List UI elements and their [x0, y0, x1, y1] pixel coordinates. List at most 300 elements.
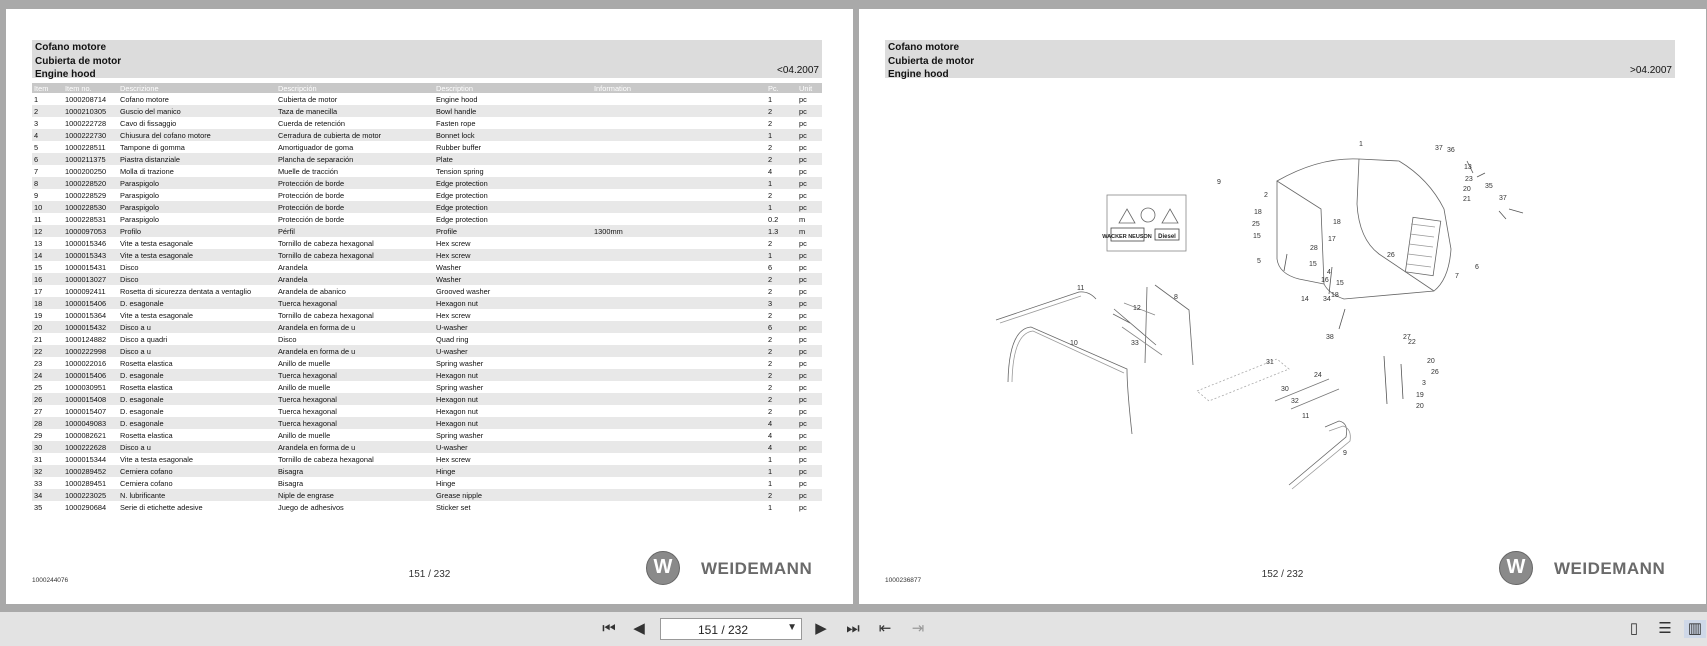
table-cell: Hex screw — [436, 238, 471, 248]
table-cell — [592, 477, 766, 489]
table-cell: Tuerca hexagonal — [276, 417, 434, 429]
table-cell: 2 — [766, 105, 797, 117]
table-cell: pc — [797, 249, 822, 261]
table-cell: Paraspigolo — [118, 201, 276, 213]
table-cell: Anillo de muelle — [278, 358, 331, 368]
table-cell: 1000015406 — [63, 369, 118, 381]
table-cell: pc — [799, 166, 807, 176]
table-cell: Bisagra — [278, 478, 304, 488]
table-row — [32, 165, 822, 177]
callout-label: 33 — [1131, 340, 1139, 347]
table-cell — [592, 129, 766, 141]
callout-label: 37 — [1499, 195, 1507, 202]
column-header: Item — [32, 83, 63, 93]
table-cell: Tuerca hexagonal — [276, 393, 434, 405]
table-cell: Hinge — [434, 465, 592, 477]
table-cell: Vite a testa esagonale — [120, 310, 194, 320]
table-cell: D. esagonale — [118, 417, 276, 429]
table-cell: Tornillo de cabeza hexagonal — [278, 238, 374, 248]
table-cell: Juego de adhesivos — [278, 502, 344, 512]
table-cell: Protección de borde — [278, 214, 345, 224]
table-cell: 33 — [34, 478, 43, 488]
table-cell: 7 — [34, 166, 39, 176]
table-cell: 6 — [766, 321, 797, 333]
table-cell: Disco — [118, 273, 276, 285]
table-cell: Edge protection — [434, 177, 592, 189]
callout-label: 32 — [1291, 398, 1299, 405]
table-cell: Spring washer — [436, 358, 484, 368]
table-cell: Hexagon nut — [434, 393, 592, 405]
page-field[interactable]: 151 / 232 — [697, 623, 749, 637]
table-cell: Pérfil — [276, 225, 434, 237]
table-cell: Tuerca hexagonal — [278, 406, 337, 416]
callout-label: 10 — [1070, 340, 1078, 347]
callout-label: 26 — [1387, 252, 1395, 259]
forward-view-icon[interactable]: ⇥ — [911, 620, 925, 637]
table-cell: 1000049083 — [63, 417, 118, 429]
callout-label: 7 — [1455, 273, 1459, 280]
first-page-icon[interactable]: ⏮ — [602, 620, 616, 637]
table-cell: pc — [799, 454, 807, 464]
table-cell — [592, 309, 766, 321]
table-cell: Spring washer — [436, 382, 484, 392]
table-cell: 2 — [768, 334, 773, 344]
callout-label: 1 — [1359, 141, 1363, 148]
table-cell: 30 — [32, 441, 63, 453]
table-cell: 1 — [768, 478, 773, 488]
column-header: Unit — [797, 83, 822, 93]
callout-label: 38 — [1326, 334, 1334, 341]
table-cell: 2 — [766, 273, 797, 285]
table-header — [32, 83, 822, 93]
profile-12 — [1145, 285, 1193, 365]
table-cell: pc — [799, 238, 807, 248]
table-cell: Tampone di gomma — [120, 142, 185, 152]
table-cell: Vite a testa esagonale — [120, 454, 194, 464]
table-cell: 1 — [768, 502, 773, 512]
table-cell: Profile — [434, 225, 592, 237]
table-cell: 2 — [766, 153, 797, 165]
table-cell: U-washer — [434, 345, 592, 357]
table-cell: Rosetta elastica — [120, 430, 173, 440]
table-cell — [592, 465, 766, 477]
single-page-icon[interactable]: ▯ — [1629, 620, 1639, 637]
hood-grille — [1405, 217, 1440, 275]
table-cell: 8 — [32, 177, 63, 189]
callout-label: 34 — [1323, 296, 1331, 303]
table-cell: Vite a testa esagonale — [118, 249, 276, 261]
table-cell: 1000208714 — [65, 94, 107, 104]
table-row — [32, 453, 822, 465]
table-cell — [592, 189, 766, 201]
table-row — [32, 225, 822, 237]
table-cell: 1300mm — [592, 225, 766, 237]
table-cell: Tuerca hexagonal — [276, 297, 434, 309]
table-cell: pc — [797, 105, 822, 117]
table-cell: 2 — [766, 393, 797, 405]
table-cell: 31 — [34, 454, 43, 464]
table-cell: Edge protection — [434, 201, 592, 213]
callout-label: 23 — [1465, 176, 1473, 183]
callout-label: 2 — [1264, 192, 1268, 199]
title-es: Cubierta de motor — [35, 55, 122, 67]
table-cell: pc — [799, 478, 807, 488]
table-cell — [592, 297, 766, 309]
table-cell: Arandela — [278, 262, 308, 272]
callout-label: 17 — [1328, 236, 1336, 243]
table-cell: Cubierta de motor — [278, 94, 338, 104]
table-cell: 2 — [32, 105, 63, 117]
table-cell: pc — [797, 177, 822, 189]
title-it: Cofano motore — [888, 42, 960, 53]
table-cell: Taza de manecilla — [276, 105, 434, 117]
logo-emblem — [646, 551, 680, 585]
table-row — [32, 417, 822, 429]
callout-label: 21 — [1463, 196, 1471, 203]
table-cell: 1000015344 — [65, 454, 107, 464]
table-cell: 1000222628 — [63, 441, 118, 453]
table-cell: Anillo de muelle — [278, 382, 331, 392]
callout-label: 30 — [1281, 386, 1289, 393]
table-cell: 1 — [766, 249, 797, 261]
table-cell — [592, 153, 766, 165]
table-cell: pc — [799, 502, 807, 512]
hood-outline — [1277, 159, 1451, 299]
table-cell: 1000228529 — [65, 190, 107, 200]
table-cell: 0.2 — [768, 214, 779, 224]
column-header: Item no. — [63, 83, 118, 93]
table-cell: 10 — [32, 201, 63, 213]
table-cell: Cofano motore — [120, 94, 169, 104]
column-header: Descrizione — [118, 83, 276, 93]
table-cell: 1 — [766, 201, 797, 213]
table-cell: pc — [797, 465, 822, 477]
table-cell: Disco a u — [118, 345, 276, 357]
table-cell: 12 — [32, 225, 63, 237]
table-row — [32, 405, 822, 417]
table-cell: 1000030951 — [65, 382, 107, 392]
table-row — [32, 189, 822, 201]
table-cell: Hex screw — [436, 454, 471, 464]
table-cell — [592, 201, 766, 213]
table-cell: 3 — [34, 118, 39, 128]
table-cell: Tornillo de cabeza hexagonal — [278, 310, 374, 320]
table-cell: pc — [799, 262, 807, 272]
table-cell — [592, 141, 766, 153]
table-cell: 1 — [766, 465, 797, 477]
last-page-icon[interactable]: ⏭ — [846, 620, 860, 637]
table-cell: 13 — [34, 238, 43, 248]
table-cell: D. esagonale — [118, 369, 276, 381]
table-cell: 18 — [32, 297, 63, 309]
callout-label: 28 — [1310, 245, 1318, 252]
logo-text: WEIDEMANN — [701, 559, 813, 578]
callout-label: 4 — [1327, 269, 1331, 276]
table-cell — [592, 429, 766, 441]
callout-label: 18 — [1331, 292, 1339, 299]
table-row — [32, 345, 822, 357]
table-cell: Arandela en forma de u — [276, 345, 434, 357]
table-cell: pc — [797, 345, 822, 357]
table-cell — [592, 273, 766, 285]
table-cell: pc — [797, 129, 822, 141]
callout-label: 27 — [1403, 334, 1411, 341]
table-cell: Hinge — [436, 478, 456, 488]
table-cell: 2 — [768, 118, 773, 128]
exploded-parts-diagram — [859, 9, 1706, 604]
page-selector[interactable] — [660, 618, 802, 640]
callout-label: 20 — [1427, 358, 1435, 365]
table-cell: 1000015432 — [63, 321, 118, 333]
table-cell: 2 — [768, 382, 773, 392]
back-view-icon[interactable]: ⇤ — [878, 620, 892, 637]
table-cell: Disco — [278, 334, 297, 344]
table-cell: Vite a testa esagonale — [120, 238, 194, 248]
table-cell: 1000092411 — [65, 286, 106, 296]
table-cell: Niple de engrase — [276, 489, 434, 501]
table-cell: Chiusura del cofano motore — [118, 129, 276, 141]
callout-label: 18 — [1333, 219, 1341, 226]
table-cell: Hex screw — [436, 310, 471, 320]
table-cell: pc — [797, 441, 822, 453]
table-cell: Piastra distanziale — [118, 153, 276, 165]
weidemann-logo — [646, 551, 831, 585]
table-cell: 1000200250 — [65, 166, 107, 176]
table-cell: pc — [799, 310, 807, 320]
table-cell — [592, 489, 766, 501]
table-cell: 32 — [32, 465, 63, 477]
table-cell — [592, 237, 766, 249]
table-cell: 1000013027 — [63, 273, 118, 285]
table-cell: Rosetta di sicurezza dentata a ventaglio — [120, 286, 252, 296]
table-cell: 1000228511 — [65, 142, 106, 152]
table-cell: Cerniera cofano — [120, 478, 173, 488]
table-cell — [592, 405, 766, 417]
table-cell: pc — [797, 369, 822, 381]
table-row — [32, 333, 822, 345]
table-row — [32, 297, 822, 309]
table-cell: 4 — [768, 430, 773, 440]
table-cell: Cerradura de cubierta de motor — [276, 129, 434, 141]
table-cell — [592, 261, 766, 273]
title-it: Cofano motore — [35, 42, 107, 53]
table-cell: Hexagon nut — [434, 297, 592, 309]
table-cell: Muelle de tracción — [278, 166, 338, 176]
callout-label: 3 — [1422, 380, 1426, 387]
table-cell: 1000222730 — [63, 129, 118, 141]
table-cell: 5 — [34, 142, 39, 152]
table-cell: 9 — [34, 190, 39, 200]
callout-label: 35 — [1485, 183, 1493, 190]
table-cell: Hex screw — [434, 249, 592, 261]
table-cell: Paraspigolo — [120, 214, 160, 224]
callout-label: 8 — [1174, 294, 1178, 301]
table-cell: 2 — [768, 310, 773, 320]
table-cell — [592, 321, 766, 333]
table-cell: Paraspigolo — [118, 177, 276, 189]
table-cell: Amortiguador de goma — [278, 142, 354, 152]
table-cell: 4 — [766, 417, 797, 429]
table-cell: 2 — [768, 406, 773, 416]
table-cell: Rubber buffer — [436, 142, 482, 152]
callout-label: 15 — [1253, 233, 1261, 240]
table-cell: 1000082621 — [65, 430, 107, 440]
callout-label: 20 — [1416, 403, 1424, 410]
viewer-toolbar — [0, 612, 1707, 646]
table-cell: pc — [799, 142, 807, 152]
table-cell — [592, 177, 766, 189]
left-page — [6, 9, 853, 604]
table-cell: 2 — [766, 345, 797, 357]
callout-label: 14 — [1301, 296, 1309, 303]
table-row — [32, 177, 822, 189]
table-cell: 1000289451 — [65, 478, 107, 488]
table-cell: Sticker set — [436, 502, 471, 512]
hinge-outline — [1197, 359, 1289, 401]
document-number: 1000236877 — [885, 577, 922, 584]
table-cell: 34 — [32, 489, 63, 501]
table-cell: Bisagra — [276, 465, 434, 477]
table-cell: Arandela — [276, 273, 434, 285]
table-cell: Hexagon nut — [434, 417, 592, 429]
table-cell — [592, 165, 766, 177]
table-cell: 1 — [766, 177, 797, 189]
table-cell: Edge protection — [436, 190, 488, 200]
table-cell: Bowl handle — [434, 105, 592, 117]
table-cell: 1000222998 — [63, 345, 118, 357]
table-cell: Cuerda de retención — [278, 118, 345, 128]
table-row — [32, 201, 822, 213]
table-cell: 6 — [768, 262, 773, 272]
table-row — [32, 105, 822, 117]
callout-label: 16 — [1321, 277, 1329, 284]
table-cell: 22 — [32, 345, 63, 357]
table-cell: 1000015406 — [63, 297, 118, 309]
callout-label: 6 — [1475, 264, 1479, 271]
table-cell — [592, 105, 766, 117]
table-cell: 1 — [768, 94, 773, 104]
table-cell — [592, 93, 766, 105]
page-number: 151 / 232 — [408, 569, 451, 580]
table-cell: Engine hood — [436, 94, 478, 104]
table-cell — [592, 501, 766, 513]
table-cell: 1000223025 — [63, 489, 118, 501]
table-row — [32, 429, 822, 441]
table-cell: 2 — [768, 142, 773, 152]
table-cell: Bonnet lock — [434, 129, 592, 141]
table-cell: 1 — [34, 94, 39, 104]
table-cell: 1000228530 — [63, 201, 118, 213]
table-cell: Serie di etichette adesive — [120, 502, 203, 512]
callout-label: 24 — [1314, 372, 1322, 379]
table-row — [32, 153, 822, 165]
table-cell: U-washer — [434, 441, 592, 453]
table-cell — [592, 381, 766, 393]
table-cell — [592, 453, 766, 465]
table-cell: N. lubrificante — [118, 489, 276, 501]
callout-label: 20 — [1463, 186, 1471, 193]
logo-letter: W — [653, 556, 673, 578]
table-cell: 4 — [768, 166, 773, 176]
table-cell: pc — [797, 321, 822, 333]
table-cell: Rosetta elastica — [120, 382, 173, 392]
table-cell: Protección de borde — [276, 177, 434, 189]
table-cell: 24 — [32, 369, 63, 381]
table-cell: Disco a u — [118, 441, 276, 453]
table-cell: 1000015431 — [65, 262, 107, 272]
callout-label: 26 — [1431, 369, 1439, 376]
table-cell: Tornillo de cabeza hexagonal — [278, 454, 374, 464]
table-cell: pc — [797, 393, 822, 405]
next-page-icon[interactable]: ▶ — [815, 620, 827, 637]
table-cell: Profilo — [118, 225, 276, 237]
table-cell — [592, 345, 766, 357]
column-header: Pc. — [766, 83, 797, 93]
table-cell: pc — [799, 286, 807, 296]
table-cell: 28 — [32, 417, 63, 429]
table-cell: pc — [797, 417, 822, 429]
table-row — [32, 357, 822, 369]
table-row — [32, 93, 822, 105]
table-cell: Tuerca hexagonal — [276, 369, 434, 381]
table-cell: Paraspigolo — [120, 190, 160, 200]
table-cell: pc — [799, 94, 807, 104]
page-number: 152 / 232 — [1261, 569, 1304, 580]
table-cell: 16 — [32, 273, 63, 285]
table-cell: 19 — [34, 310, 43, 320]
table-cell: Anillo de muelle — [278, 430, 331, 440]
table-cell: pc — [797, 201, 822, 213]
table-cell: 35 — [34, 502, 43, 512]
table-cell: Washer — [434, 273, 592, 285]
table-cell: 25 — [34, 382, 43, 392]
table-cell — [592, 333, 766, 345]
two-page-icon[interactable]: ▥ — [1684, 620, 1706, 638]
table-cell: Disco — [120, 262, 139, 272]
weidemann-logo — [1499, 551, 1684, 585]
table-cell: pc — [797, 297, 822, 309]
table-cell: Grooved washer — [436, 286, 491, 296]
table-cell — [592, 441, 766, 453]
table-cell — [592, 357, 766, 369]
callout-label: 13 — [1464, 164, 1472, 171]
chevron-down-icon[interactable]: ▼ — [787, 622, 797, 633]
table-cell: 1000097053 — [63, 225, 118, 237]
continuous-icon[interactable]: ☰ — [1658, 620, 1672, 637]
table-row — [32, 237, 822, 249]
table-cell: U-washer — [434, 321, 592, 333]
sticker-text: Diesel — [1158, 234, 1176, 240]
table-cell: D. esagonale — [118, 297, 276, 309]
table-cell: 1 — [766, 129, 797, 141]
table-cell: pc — [799, 430, 807, 440]
table-cell: Rosetta elastica — [120, 358, 173, 368]
callout-label: 9 — [1343, 450, 1347, 457]
table-row — [32, 393, 822, 405]
table-row — [32, 141, 822, 153]
table-cell — [592, 117, 766, 129]
table-cell: Arandela en forma de u — [276, 441, 434, 453]
table-cell: 1000015346 — [65, 238, 107, 248]
prev-page-icon[interactable]: ◀ — [633, 620, 645, 637]
table-cell: 2 — [766, 489, 797, 501]
table-cell: pc — [799, 334, 807, 344]
table-cell: 29 — [34, 430, 43, 440]
callout-label: 36 — [1447, 147, 1455, 154]
right-page — [859, 9, 1706, 604]
table-row — [32, 465, 822, 477]
logo-text: WEIDEMANN — [1554, 559, 1666, 578]
